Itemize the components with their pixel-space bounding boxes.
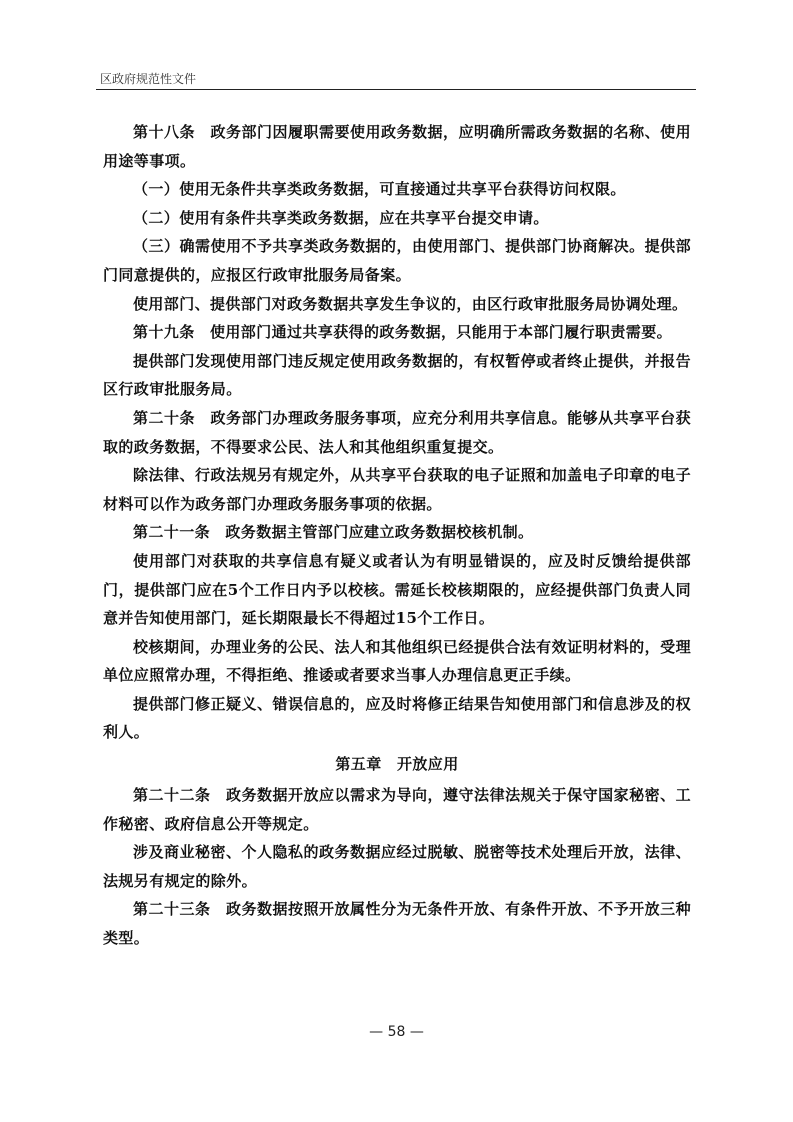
paragraph-article-21: 第二十一条 政务数据主管部门应建立政务数据校核机制。 [133, 523, 534, 542]
page-number: — 58 — [369, 1024, 424, 1040]
paragraph-item-3: （三）确需使用不予共享类政务数据的，由使用部门、提供部门协商解决。提供部门同意提供的，应报区行政审批服务局备案。 [103, 237, 691, 284]
header-rule [96, 89, 696, 90]
paragraph-article-22: 第二十二条 政务数据开放应以需求为导向，遵守法律法规关于保守国家秘密、工作秘密、政府信息公开等规定。 [103, 786, 691, 833]
paragraph-violation: 提供部门发现使用部门违反规定使用政务数据的，有权暂停或者终止提供，并报告区行政审批服务局。 [103, 351, 691, 399]
paragraph-privacy: 涉及商业秘密、个人隐私的政务数据应经过脱敏、脱密等技术处理后开放，法律、法规另有规定的除外。 [103, 843, 691, 890]
paragraph-article-20: 第二十条 政务部门办理政务服务事项，应充分利用共享信息。能够从共享平台获取的政务数据，不得要求公民、法人和其他组织重复提交。 [103, 408, 691, 456]
paragraph-article-19: 第十九条 使用部门通过共享获得的政务数据，只能用于本部门履行职责需要。 [133, 323, 673, 342]
paragraph-e-license: 除法律、行政法规另有规定外，从共享平台获取的电子证照和加盖电子印章的电子材料可以作为政务部门办理政务服务事项的依据。 [103, 466, 691, 513]
paragraph-item-1: （一）使用无条件共享类政务数据，可直接通过共享平台获得访问权限。 [133, 180, 626, 199]
running-header: 区政府规范性文件 [100, 72, 197, 86]
paragraph-verification-period: 校核期间，办理业务的公民、法人和其他组织已经提供合法有效证明材料的，受理单位应照常办理，不得拒绝、推诿或者要求当事人办理信息更正手续。 [103, 637, 691, 685]
paragraph-verification: 使用部门对获取的共享信息有疑义或者认为有明显错误的，应及时反馈给提供部门，提供部门应在5个工作日内予以校核。需延长校核期限的，应经提供部门负责人同意并告知使用部门，延长期限最长不得超过15个工作日。 [103, 551, 691, 628]
document-body [103, 118, 691, 953]
paragraph-correction: 提供部门修正疑义、错误信息的，应及时将修正结果告知使用部门和信息涉及的权利人。 [103, 694, 691, 742]
paragraph-dispute: 使用部门、提供部门对政务数据共享发生争议的，由区行政审批服务局协调处理。 [133, 294, 688, 313]
paragraph-article-23: 第二十三条 政务数据按照开放属性分为无条件开放、有条件开放、不予开放三种类型。 [103, 900, 691, 948]
chapter-heading: 第五章 开放应用 [335, 755, 459, 774]
paragraph-item-2: （二）使用有条件共享类政务数据，应在共享平台提交申请。 [133, 208, 549, 227]
paragraph-article-18: 第十八条 政务部门因履职需要使用政务数据，应明确所需政务数据的名称、使用用途等事项。 [103, 123, 691, 170]
